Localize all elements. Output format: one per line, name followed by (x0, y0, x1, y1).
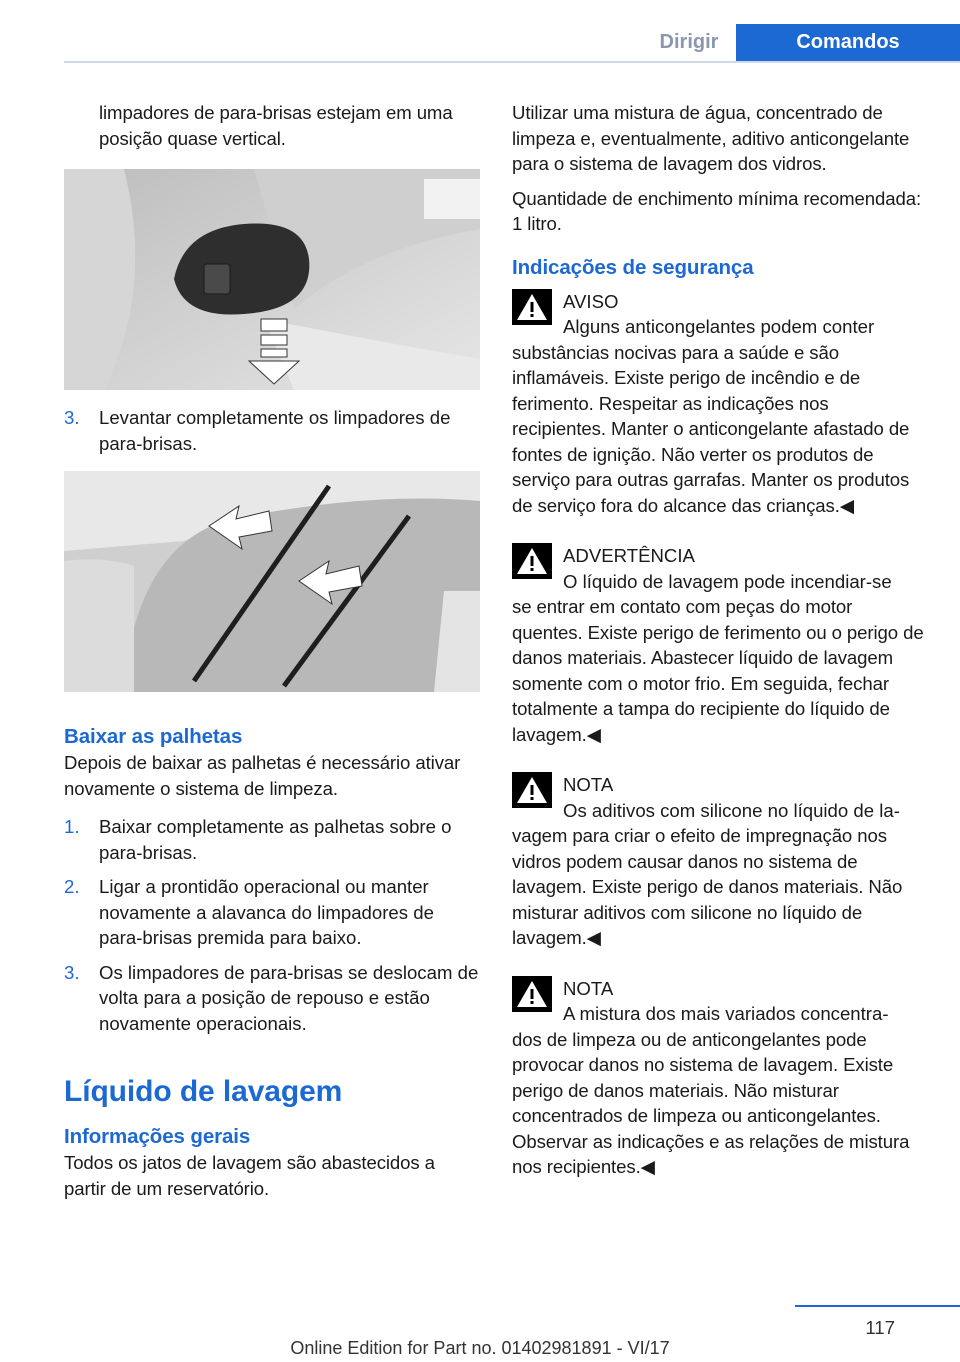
warning-text-start: Alguns anticongelantes podem conter (563, 316, 875, 337)
warning-block (512, 543, 926, 747)
general-info-text: Todos os jatos de lavagem são abastecidos a partir de um reservatório. (64, 1152, 435, 1199)
step-number: 3. (64, 407, 80, 428)
warning-title: NOTA (563, 977, 614, 999)
warning-text: vagem para criar o efeito de impregnação nos vidros podem causar danos no sistema de lavagem. Existe perigo de danos materiais. Não misturar aditivos com silicone no líquido de lavagem.◀ (512, 825, 903, 948)
footer-rule (795, 1305, 960, 1307)
warning-title: NOTA (563, 774, 614, 795)
step-number: 1. (64, 816, 80, 837)
lower-steps-list (64, 814, 480, 1036)
warning-text-start: A mistura dos mais variados concentra- (563, 1003, 889, 1024)
lower-blades-text: Depois de baixar as palhetas é necessário ativar novamente o sistema de limpeza. (64, 752, 461, 799)
warning-block (512, 289, 926, 519)
lower-blades-heading: Baixar as palhetas (64, 725, 243, 748)
step-text: Baixar completamente as palhetas sobre o para-brisas. (99, 816, 452, 863)
list-item (64, 874, 480, 951)
washer-fluid-heading: Líquido de lavagem (64, 1075, 343, 1108)
header-rule (64, 61, 960, 63)
step-text: Levantar completamente os limpadores de para-brisas. (99, 407, 451, 454)
mixture-text: Utilizar uma mistura de água, concentrado de limpeza e, eventualmente, aditivo anticongelante para o sistema de lavagem dos vidros. (512, 102, 910, 174)
warning-title: ADVERTÊNCIA (563, 545, 695, 566)
wiper-lever-photo (64, 169, 480, 390)
warning-block (512, 772, 926, 951)
warning-text: substâncias nocivas para a saúde e são inflamáveis. Existe perigo de incêndio e de ferimento. Respeitar as indicações nos recipientes. Manter o anticongelante afastado de fontes de ignição. Não verter os produtos de serviço para outras garrafas. Manter os produtos de serviço fora do alcance das crianças.◀ (512, 341, 910, 516)
warning-text-start: O líquido de lavagem pode incendiar-se (563, 570, 892, 592)
right-column (512, 100, 926, 1180)
left-column (64, 100, 480, 1201)
list-item (64, 814, 480, 865)
warning-title: AVISO (563, 290, 619, 312)
intro-text: limpadores de para-brisas estejam em uma posição quase vertical. (99, 102, 453, 149)
warning-icon (512, 976, 552, 1012)
step-number: 3. (64, 961, 80, 983)
fill-quantity-text: Quantidade de enchimento mínima recomendada: 1 litro. (512, 187, 922, 234)
step-text: Ligar a prontidão operacional ou manter novamente a alavanca do limpadores de para-brisas premida para baixo. (99, 876, 434, 948)
warning-icon (512, 772, 552, 808)
warning-icon (512, 543, 552, 579)
warning-block (512, 976, 926, 1180)
section-tab-dirigir[interactable]: Dirigir (659, 31, 719, 53)
general-info-heading: Informações gerais (64, 1125, 251, 1148)
safety-heading: Indicações de segurança (512, 255, 754, 279)
list-item (64, 960, 480, 1037)
chapter-tab-comandos[interactable]: Comandos (736, 24, 960, 61)
warning-text-start: Os aditivos com silicone no líquido de la- (563, 799, 900, 821)
edition-footer: Online Edition for Part no. 01402981891 - VI/17 (290, 1338, 670, 1358)
raise-step (64, 405, 480, 456)
warning-text: dos de limpeza ou de anticongelantes pode provocar danos no sistema de lavagem. Existe perigo de danos materiais. Não misturar concentrados de limpeza ou anticongelantes. Observar as indicações e as relações de mistura nos recipientes.◀ (512, 1028, 910, 1177)
warning-icon (512, 289, 552, 325)
step-text: Os limpadores de para-brisas se deslocam de volta para a posição de repouso e estão novamente operacionais. (99, 961, 479, 1034)
warning-text: se entrar em contato com peças do motor quentes. Existe perigo de ferimento ou o perigo de danos materiais. Abastecer líquido de lavagem somente com o motor frio. Em seguida, fechar totalmente a tampa do recipiente do líquido de lavagem.◀ (512, 596, 924, 745)
page-number: 117 (865, 1317, 895, 1338)
step-number: 2. (64, 876, 80, 897)
windshield-wipers-photo (64, 471, 480, 692)
